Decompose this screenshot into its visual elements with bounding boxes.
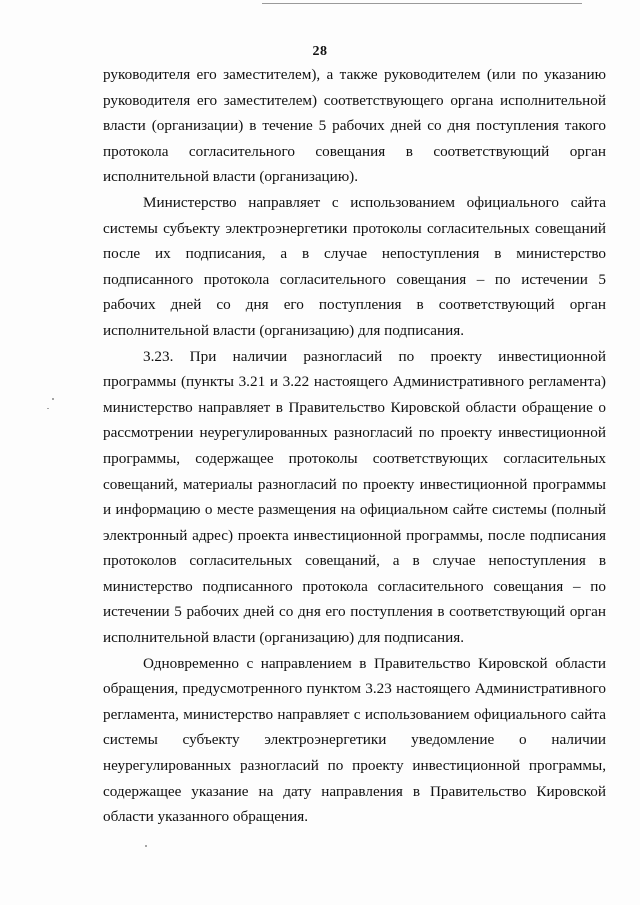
paragraph-ministry-sends-protocols: Министерство направляет с использованием официального сайта системы субъекту электроэнергетики протоколы согласительных совещаний после их подписания, а в случае непоступления в министерство подписанного протокола согласительного совещания – по истечении 5 рабочих дней со дня его поступления в соответствующий орган исполнительной власти (организацию) для подписания. <box>103 193 606 339</box>
body-text <box>103 62 606 830</box>
paragraph-continuation: руководителя его заместителем), а также руководителем (или по указанию руководителя его заместителем) соответствующего органа исполнительной власти (организации) в течение 5 рабочих дней со дня поступления такого протокола согласительного совещания в соответствующий орган исполнительной власти (организацию). <box>103 66 606 186</box>
page-number: 28 <box>312 44 328 59</box>
header-rule <box>262 3 582 4</box>
paragraph-simultaneous-notification: Одновременно с направлением в Правительство Кировской области обращения, предусмотренного пунктом 3.23 настоящего Административного регламента, министерство направляет с использованием официального сайта системы субъекту электроэнергетики уведомление о наличии неурегулированных разногласий по проекту инвестиционной программы, содержащее указание на дату направления в Правительство Кировской области указанного обращения. <box>103 654 606 826</box>
scan-speck <box>145 845 147 847</box>
scan-speck <box>47 408 49 409</box>
scan-speck <box>52 398 54 400</box>
paragraph-clause-3-23: 3.23. При наличии разногласий по проекту инвестиционной программы (пункты 3.21 и 3.22 настоящего Административного регламента) министерство направляет в Правительство Кировской области обращение о рассмотрении неурегулированных разногласий по проекту инвестиционной программы, содержащее протоколы соответствующих согласительных совещаний, материалы разногласий по проекту инвестиционной программы и информацию о месте размещения на официальном сайте системы (полный электронный адрес) проекта инвестиционной программы, после подписания протоколов согласительных совещаний, а в случае непоступления в министерство подписанного протокола согласительного совещания – по истечении 5 рабочих дней со дня его поступления в соответствующий орган исполнительной власти (организацию) для подписания. <box>103 347 606 647</box>
